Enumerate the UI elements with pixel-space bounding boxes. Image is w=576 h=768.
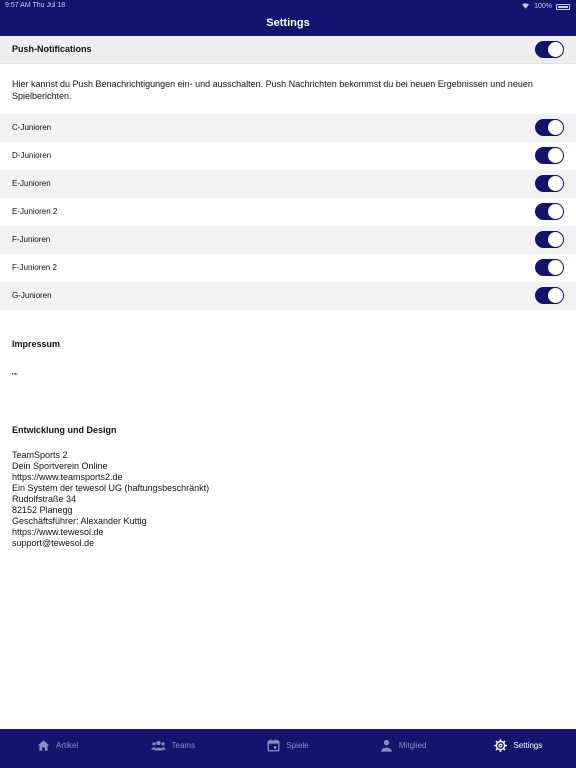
team-row-e-junioren [0,170,576,198]
group-icon [151,739,166,752]
push-description: Hier kannst du Push Benachrichtigungen ein- und ausschalten. Push Nachrichten bekommst du bei neuen Ergebnissen und neuen Spielberichten. [12,79,533,101]
battery-icon [556,4,570,10]
team-row-d-junioren [0,142,576,170]
company-legal-name: Ein System der tewesol UG (haftungsbeschränkt) [12,483,210,493]
wifi-icon [521,2,530,11]
team-toggle-d-junioren[interactable] [535,147,564,164]
toggle-knob [548,288,563,303]
person-icon [380,739,393,752]
team-row-f-junioren-2 [0,254,576,282]
team-toggle-c-junioren[interactable] [535,119,564,136]
tab-settings[interactable] [461,729,576,768]
team-row-e-junioren-2 [0,198,576,226]
toggle-knob [548,42,563,57]
development-title: Entwicklung und Design [12,425,117,435]
tab-label: Settings [513,741,543,750]
company-website-link[interactable]: https://www.teamsports2.de [12,472,123,482]
team-toggle-e-junioren[interactable] [535,175,564,192]
toggle-knob [548,176,563,191]
toggle-knob [548,120,563,135]
team-toggle-f-junioren[interactable] [535,231,564,248]
tab-bar [0,729,576,768]
tewesol-website-link[interactable]: https://www.tewesol.de [12,527,104,537]
toggle-knob [548,148,563,163]
company-ceo: Geschäftsführer: Alexander Kuttig [12,516,147,526]
nav-bar [0,12,576,36]
battery-percent: 100% [534,3,552,10]
team-label: C-Junioren [12,123,52,132]
toggle-knob [548,204,563,219]
status-bar [0,0,576,12]
team-toggle-g-junioren[interactable] [535,287,564,304]
tab-spiele[interactable] [230,729,345,768]
tab-artikel[interactable] [0,729,115,768]
team-toggle-f-junioren-2[interactable] [535,259,564,276]
team-row-g-junioren [0,282,576,310]
tab-label: Teams [171,741,196,750]
development-info [12,450,209,549]
status-right [521,2,570,11]
tab-label: Spiele [286,741,309,750]
team-label: G-Junioren [12,291,52,300]
push-notifications-toggle[interactable] [535,41,564,58]
team-notification-list [0,114,576,310]
team-label: F-Junioren [12,235,51,244]
status-time-date: 9:57 AM Thu Jul 18 [5,2,66,9]
gear-icon [494,739,507,752]
impressum-text: "" [12,372,18,381]
team-toggle-e-junioren-2[interactable] [535,203,564,220]
tab-mitglied[interactable] [346,729,461,768]
company-tagline: Dein Sportverein Online [12,461,108,471]
support-email-link[interactable]: support@tewesol.de [12,538,95,548]
tab-label: Artikel [55,741,79,750]
team-label: D-Junioren [12,151,52,160]
team-row-c-junioren [0,114,576,142]
team-label: E-Junioren [12,179,51,188]
company-city: 82152 Planegg [12,505,73,515]
tab-teams[interactable] [115,729,230,768]
toggle-knob [548,232,563,247]
team-row-f-junioren [0,226,576,254]
impressum-title: Impressum [12,339,61,349]
push-notifications-label: Push-Notifications [12,44,92,54]
team-label: F-Junioren 2 [12,263,57,272]
push-notifications-row [0,36,576,64]
toggle-knob [548,260,563,275]
tab-label: Mitglied [398,741,427,750]
company-name: TeamSports 2 [12,450,68,460]
page-title: Settings [266,17,310,29]
company-street: Rudolfstraße 34 [12,494,77,504]
calendar-icon [267,739,280,752]
home-icon [37,739,50,752]
team-label: E-Junioren 2 [12,207,58,216]
